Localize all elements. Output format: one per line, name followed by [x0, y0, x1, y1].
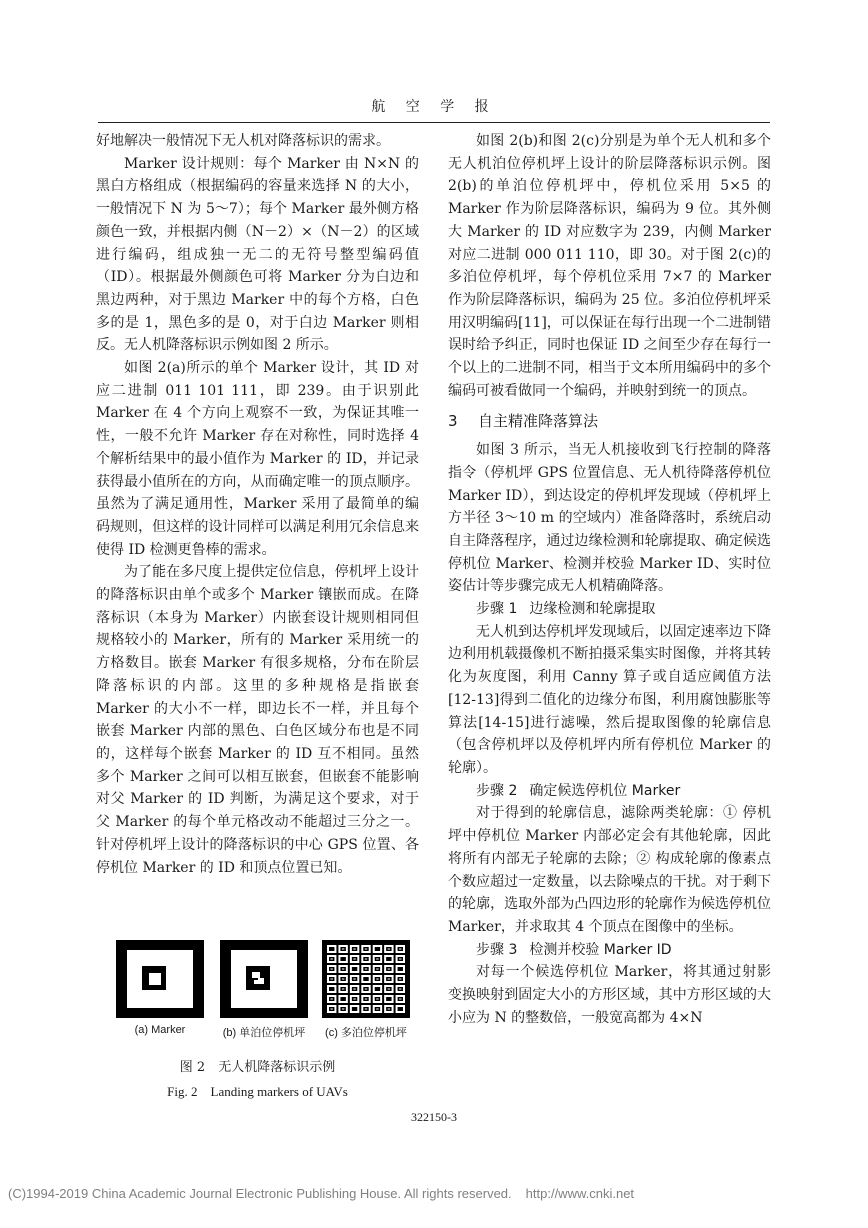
paragraph: 好地解决一般情况下无人机对降落标识的需求。 [96, 133, 390, 149]
journal-header: 航 空 学 报 [371, 99, 497, 115]
figure-panel-caption: (c) 多泊位停机坪 [325, 1027, 407, 1039]
right-column [448, 130, 771, 1029]
paragraph: 如图 2(b)和图 2(c)分别是为单个无人机和多个无人机泊位停机坪上设计的阶层降落标识示例。图 2(b)的单泊位停机坪中，停机位采用 5×5 的 Marker 作为阶层降落标识，编码为 9 位。其外侧大 Marker 的 ID 对应数字为 239，内侧 Marker 对应二进制 000 011 110，即 30。对于图 2(c)的多泊位停机坪，每个停机位采用 7×7 的 Marker 作为阶层降落标识，编码为 25 位。多泊位停机坪采用汉明编码[11]，可以保证在每行出现一个二进制错误时给予纠正，同时也保证 ID 之间至少存在每行一个以上的二进制不同，相当于文本所用编码中的多个编码可被看做同一个编码，并映射到统一的顶点。 [448, 133, 771, 399]
multi-berth-pad-image [322, 940, 410, 1039]
paragraph: 对每一个候选停机位 Marker，将其通过射影变换映射到固定大小的方形区域，其中方形区域的大小应为 N 的整数倍，一般宽高都为 4×N [448, 964, 771, 1026]
section-heading [448, 410, 771, 433]
step-title: 边缘检测和轮廓提取 [529, 601, 656, 618]
step-number: 步骤 1 [476, 601, 518, 618]
figure-2 [96, 936, 419, 1100]
copyright-notice: (C)1994-2019 China Academic Journal Electronic Publishing House. All rights reserved. [8, 1186, 512, 1201]
step-number: 步骤 2 [476, 782, 518, 799]
figure-panel-caption: (b) 单泊位停机坪 [222, 1027, 306, 1039]
single-berth-pad-image [220, 940, 308, 1039]
step-title: 确定候选停机位 Marker [529, 782, 681, 799]
step-number: 步骤 3 [476, 941, 518, 958]
paragraph: 无人机到达停机坪发现域后，以固定速率边下降边利用机载摄像机不断拍摄采集实时图像，并将其转化为灰度图，利用 Canny 算子或自适应阈值方法[12-13]得到二值化的边缘分布图，利用腐蚀膨胀等算法[14-15]进行滤噪，然后提取图像的轮廓信息（包含停机坪以及停机坪内所有停机位 Marker 的轮廓）。 [448, 623, 771, 776]
page-number: 322150-3 [411, 1110, 457, 1124]
figure-caption-cn: 图 2 无人机降落标识示例 [179, 1060, 336, 1075]
marker-image [116, 940, 204, 1036]
footer-url: http://www.cnki.net [525, 1186, 635, 1201]
paragraph: 如图 2(a)所示的单个 Marker 设计，其 ID 对应二进制 011 101 111，即 239。由于识别此 Marker 在 4 个方向上观察不一致，为保证其唯一性，一般不允许 Marker 存在对称性，同时选择 4 个解析结果中的最小值作为 Marker 的 ID，并记录获得最小值所在的方向，从而确定唯一的顶点顺序。虽然为了满足通用性，Marker 采用了最简单的编码规则，但这样的设计同样可以满足利用冗余信息来使得 ID 检测更鲁棒的需求。 [96, 360, 419, 558]
paragraph: Marker 设计规则：每个 Marker 由 N×N 的黑白方格组成（根据编码的容量来选择 N 的大小，一般情况下 N 为 5～7）；每个 Marker 最外侧方格颜色一致，并根据内侧（N－2）×（N－2）的区域进行编码，组成独一无二的无符号整型编码值（ID）。根据最外侧颜色可将 Marker 分为白边和黑边两种，对于黑边 Marker 中的每个方格，白色多的是 1，黑色多的是 0，对于白边 Marker 则相反。无人机降落标识示例如图 2 所示。 [96, 155, 419, 354]
step-title: 检测并校验 Marker ID [529, 941, 672, 958]
step-heading [448, 939, 771, 962]
step-heading [448, 598, 771, 621]
left-column [96, 130, 419, 879]
figure-panel-caption: (a) Marker [134, 1024, 186, 1036]
paragraph: 对于得到的轮廓信息，滤除两类轮廓：① 停机坪中停机位 Marker 内部必定会有其他轮廓，因此将所有内部无子轮廓的去除；② 构成轮廓的像素点个数应超过一定数量，以去除噪点的干扰。对于剩下的轮廓，选取外部为凸四边形的轮廓作为候选停机位 Marker，并求取其 4 个顶点在图像中的坐标。 [448, 805, 771, 935]
paragraph: 为了能在多尺度上提供定位信息，停机坪上设计的降落标识由单个或多个 Marker 镶嵌而成。在降落标识（本身为 Marker）内嵌套设计规则相同但规格较小的 Marker，所有的 Marker 采用统一的方格数目。嵌套 Marker 有很多规格，分布在阶层降落标识的内部。这里的多种规格是指嵌套 Marker 的大小不一样，即边长不一样，并且每个嵌套 Marker 内部的黑色、白色区域分布也是不同的，这样每个嵌套 Marker 的 ID 互不相同。虽然多个 Marker 之间可以相互嵌套，但嵌套不能影响对父 Marker 的 ID 判断，为满足这个要求，对于父 Marker 的每个单元格改动不能超过三分之一。针对停机坪上设计的降落标识的中心 GPS 位置、各停机位 Marker 的 ID 和顶点位置已知。 [96, 564, 419, 876]
header-rule [98, 122, 770, 123]
paragraph: 如图 3 所示，当无人机接收到飞行控制的降落指令（停机坪 GPS 位置信息、无人机待降落停机位 Marker ID），到达设定的停机坪发现域（停机坪上方半径 3～10 m 的空域内）准备降落时，系统启动自主降落程序，通过边缘检测和轮廓提取、确定候选停机位 Marker、检测并校验 Marker ID、实时位姿估计等步骤完成无人机精确降落。 [448, 442, 771, 595]
step-heading [448, 780, 771, 803]
footer [8, 1186, 634, 1201]
section-title: 自主精准降落算法 [478, 412, 599, 431]
section-number: 3 [448, 412, 458, 431]
figure-caption-en: Fig. 2 Landing markers of UAVs [167, 1084, 348, 1099]
